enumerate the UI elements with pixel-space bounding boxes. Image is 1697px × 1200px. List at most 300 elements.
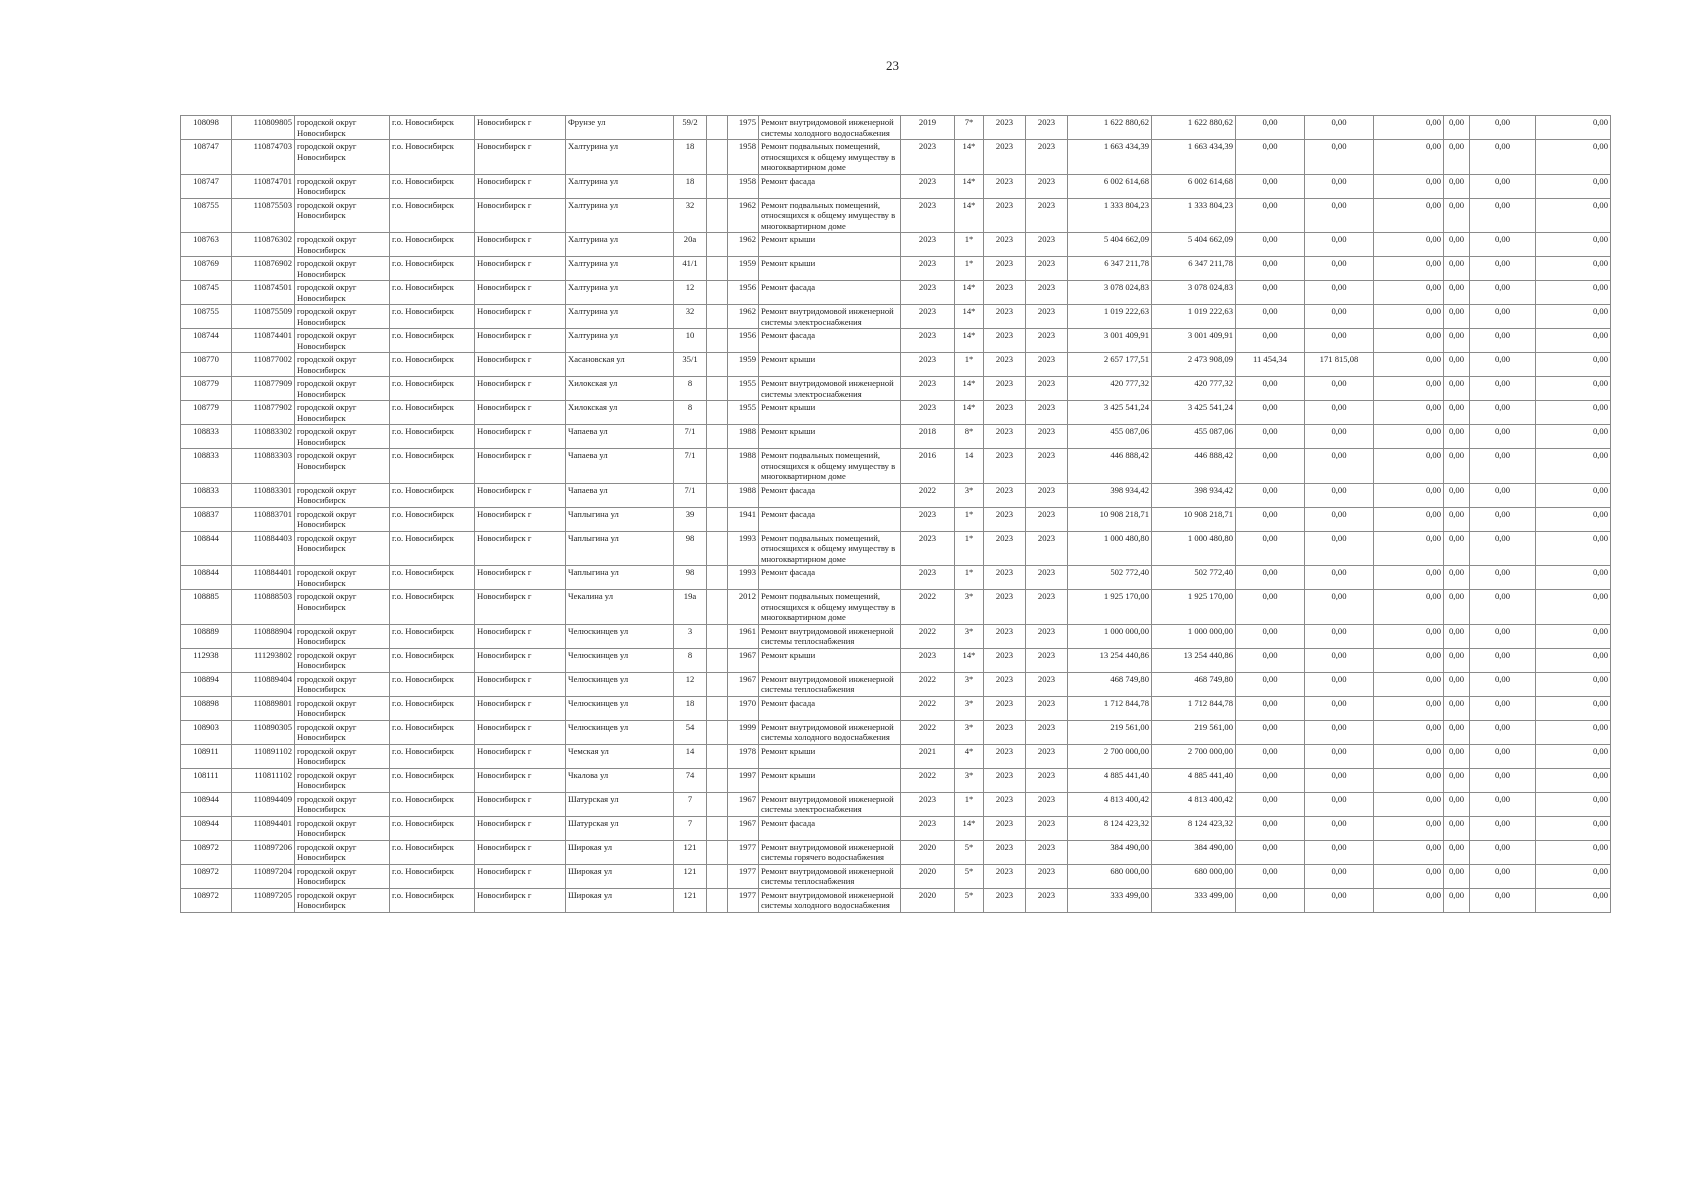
cell-federal-funds: 0,00 [1236, 624, 1305, 648]
cell-budget-funds: 0,00 [1305, 425, 1374, 449]
cell-city: Новосибирск г [475, 888, 566, 912]
cell-local-funds: 0,00 [1374, 720, 1444, 744]
cell-year-built: 1970 [728, 696, 759, 720]
cell-criteria: 3* [955, 672, 984, 696]
cell-district: г.о. Новосибирск [390, 483, 475, 507]
cell-municipality: городской округ Новосибирск [295, 449, 390, 484]
cell-criteria: 5* [955, 840, 984, 864]
cell-federal-funds: 0,00 [1236, 281, 1305, 305]
cell-plan-year-start: 2023 [984, 140, 1026, 175]
cell-federal-funds: 0,00 [1236, 720, 1305, 744]
cell-federal-funds: 0,00 [1236, 198, 1305, 233]
cell-owners-funds: 0,00 [1470, 329, 1536, 353]
cell-criteria: 14* [955, 140, 984, 175]
cell-work-id: 110888904 [232, 624, 295, 648]
cell-house-id: 108755 [181, 305, 232, 329]
cell-plan-year-end: 2023 [1026, 425, 1068, 449]
cell-plan-year-start: 2023 [984, 816, 1026, 840]
cell-plan-year-end: 2023 [1026, 720, 1068, 744]
cell-street: Челюскинцев ул [566, 720, 674, 744]
cell-budget-funds: 0,00 [1305, 198, 1374, 233]
cell-house-number: 59/2 [674, 116, 707, 140]
cell-owners-funds: 0,00 [1470, 353, 1536, 377]
cell-municipality: городской округ Новосибирск [295, 116, 390, 140]
cell-house-id: 108972 [181, 888, 232, 912]
cell-municipality: городской округ Новосибирск [295, 401, 390, 425]
cell-plan-year-start: 2023 [984, 257, 1026, 281]
cell-extra-col: 0,00 [1444, 233, 1470, 257]
cell-house-id: 108944 [181, 816, 232, 840]
cell-district: г.о. Новосибирск [390, 648, 475, 672]
cell-work-type: Ремонт внутридомовой инженерной системы теплоснабжения [759, 864, 901, 888]
cell-last-repair-year: 2023 [901, 531, 955, 566]
cell-plan-year-end: 2023 [1026, 353, 1068, 377]
cell-municipality: городской округ Новосибирск [295, 257, 390, 281]
cell-criteria: 3* [955, 483, 984, 507]
cell-house-id: 108770 [181, 353, 232, 377]
cell-year-built: 1977 [728, 840, 759, 864]
cell-plan-year-start: 2023 [984, 696, 1026, 720]
cell-budget-funds: 0,00 [1305, 696, 1374, 720]
cell-city: Новосибирск г [475, 624, 566, 648]
cell-street: Чекалина ул [566, 590, 674, 625]
cell-plan-year-end: 2023 [1026, 377, 1068, 401]
cell-street: Халтурина ул [566, 140, 674, 175]
cell-work-id: 110888503 [232, 590, 295, 625]
cell-building [707, 257, 728, 281]
cell-plan-year-start: 2023 [984, 198, 1026, 233]
cell-local-funds: 0,00 [1374, 888, 1444, 912]
cell-district: г.о. Новосибирск [390, 816, 475, 840]
cell-building [707, 305, 728, 329]
cell-work-type: Ремонт крыши [759, 233, 901, 257]
table-row [181, 624, 1611, 648]
cell-street: Халтурина ул [566, 174, 674, 198]
cell-regional-fund: 455 087,06 [1152, 425, 1236, 449]
cell-regional-fund: 1 622 880,62 [1152, 116, 1236, 140]
cell-work-id: 110897206 [232, 840, 295, 864]
cell-district: г.о. Новосибирск [390, 425, 475, 449]
cell-building [707, 888, 728, 912]
cell-local-funds: 0,00 [1374, 140, 1444, 175]
cell-local-funds: 0,00 [1374, 377, 1444, 401]
cell-extra-col: 0,00 [1444, 281, 1470, 305]
cell-last-repair-year: 2023 [901, 233, 955, 257]
cell-other-funds: 0,00 [1536, 140, 1611, 175]
cell-other-funds: 0,00 [1536, 888, 1611, 912]
table-row [181, 864, 1611, 888]
cell-budget-funds: 0,00 [1305, 174, 1374, 198]
cell-local-funds: 0,00 [1374, 840, 1444, 864]
cell-plan-year-start: 2023 [984, 590, 1026, 625]
cell-federal-funds: 0,00 [1236, 257, 1305, 281]
cell-plan-year-start: 2023 [984, 840, 1026, 864]
cell-federal-funds: 0,00 [1236, 840, 1305, 864]
cell-criteria: 14* [955, 648, 984, 672]
cell-budget-funds: 0,00 [1305, 329, 1374, 353]
cell-local-funds: 0,00 [1374, 507, 1444, 531]
cell-extra-col: 0,00 [1444, 720, 1470, 744]
cell-extra-col: 0,00 [1444, 425, 1470, 449]
cell-criteria: 7* [955, 116, 984, 140]
cell-extra-col: 0,00 [1444, 449, 1470, 484]
cell-local-funds: 0,00 [1374, 590, 1444, 625]
cell-work-type: Ремонт подвальных помещений, относящихся к общему имуществу в многоквартирном доме [759, 449, 901, 484]
cell-building [707, 449, 728, 484]
cell-criteria: 8* [955, 425, 984, 449]
cell-last-repair-year: 2020 [901, 864, 955, 888]
cell-last-repair-year: 2023 [901, 353, 955, 377]
cell-federal-funds: 0,00 [1236, 792, 1305, 816]
cell-district: г.о. Новосибирск [390, 624, 475, 648]
cell-work-type: Ремонт крыши [759, 401, 901, 425]
cell-plan-year-start: 2023 [984, 566, 1026, 590]
cell-other-funds: 0,00 [1536, 377, 1611, 401]
cell-work-id: 110876902 [232, 257, 295, 281]
cell-house-id: 108769 [181, 257, 232, 281]
cell-district: г.о. Новосибирск [390, 449, 475, 484]
cell-plan-year-end: 2023 [1026, 864, 1068, 888]
cell-budget-funds: 0,00 [1305, 648, 1374, 672]
table-row [181, 174, 1611, 198]
cell-other-funds: 0,00 [1536, 696, 1611, 720]
cell-last-repair-year: 2023 [901, 792, 955, 816]
cell-district: г.о. Новосибирск [390, 507, 475, 531]
cell-federal-funds: 0,00 [1236, 140, 1305, 175]
cell-building [707, 696, 728, 720]
cell-other-funds: 0,00 [1536, 840, 1611, 864]
cell-house-id: 108844 [181, 566, 232, 590]
cell-other-funds: 0,00 [1536, 768, 1611, 792]
cell-regional-fund: 5 404 662,09 [1152, 233, 1236, 257]
cell-district: г.о. Новосибирск [390, 590, 475, 625]
cell-municipality: городской округ Новосибирск [295, 720, 390, 744]
cell-local-funds: 0,00 [1374, 233, 1444, 257]
cell-budget-funds: 0,00 [1305, 483, 1374, 507]
cell-house-id: 108755 [181, 198, 232, 233]
cell-work-id: 110897205 [232, 888, 295, 912]
cell-plan-year-end: 2023 [1026, 198, 1068, 233]
cell-district: г.о. Новосибирск [390, 233, 475, 257]
cell-city: Новосибирск г [475, 744, 566, 768]
cell-year-built: 1958 [728, 140, 759, 175]
cell-city: Новосибирск г [475, 377, 566, 401]
cell-plan-year-start: 2023 [984, 377, 1026, 401]
cell-house-number: 32 [674, 198, 707, 233]
cell-work-id: 111293802 [232, 648, 295, 672]
cell-house-id: 108889 [181, 624, 232, 648]
cell-municipality: городской округ Новосибирск [295, 816, 390, 840]
cell-house-id: 108972 [181, 864, 232, 888]
cell-extra-col: 0,00 [1444, 329, 1470, 353]
cell-house-number: 39 [674, 507, 707, 531]
table-row [181, 590, 1611, 625]
cell-year-built: 1988 [728, 483, 759, 507]
cell-plan-year-start: 2023 [984, 233, 1026, 257]
cell-house-id: 108098 [181, 116, 232, 140]
cell-house-number: 14 [674, 744, 707, 768]
cell-regional-fund: 3 078 024,83 [1152, 281, 1236, 305]
cell-local-funds: 0,00 [1374, 566, 1444, 590]
cell-local-funds: 0,00 [1374, 816, 1444, 840]
cell-other-funds: 0,00 [1536, 329, 1611, 353]
cell-house-number: 74 [674, 768, 707, 792]
cell-owners-funds: 0,00 [1470, 257, 1536, 281]
cell-work-type: Ремонт фасада [759, 507, 901, 531]
cell-owners-funds: 0,00 [1470, 720, 1536, 744]
cell-regional-fund: 219 561,00 [1152, 720, 1236, 744]
cell-criteria: 14* [955, 174, 984, 198]
cell-city: Новосибирск г [475, 281, 566, 305]
cell-city: Новосибирск г [475, 672, 566, 696]
cell-plan-year-end: 2023 [1026, 624, 1068, 648]
cell-district: г.о. Новосибирск [390, 672, 475, 696]
cell-building [707, 401, 728, 425]
cell-federal-funds: 0,00 [1236, 377, 1305, 401]
cell-federal-funds: 0,00 [1236, 305, 1305, 329]
cell-total-cost: 420 777,32 [1068, 377, 1152, 401]
cell-house-id: 108747 [181, 140, 232, 175]
cell-plan-year-start: 2023 [984, 449, 1026, 484]
cell-house-id: 108745 [181, 281, 232, 305]
cell-year-built: 1955 [728, 377, 759, 401]
cell-district: г.о. Новосибирск [390, 401, 475, 425]
table-row [181, 329, 1611, 353]
cell-federal-funds: 0,00 [1236, 401, 1305, 425]
cell-local-funds: 0,00 [1374, 305, 1444, 329]
cell-street: Шатурская ул [566, 792, 674, 816]
table-row [181, 840, 1611, 864]
cell-year-built: 1967 [728, 672, 759, 696]
cell-building [707, 744, 728, 768]
cell-federal-funds: 0,00 [1236, 566, 1305, 590]
cell-building [707, 281, 728, 305]
cell-local-funds: 0,00 [1374, 257, 1444, 281]
cell-work-type: Ремонт внутридомовой инженерной системы теплоснабжения [759, 672, 901, 696]
cell-year-built: 1997 [728, 768, 759, 792]
cell-district: г.о. Новосибирск [390, 353, 475, 377]
cell-regional-fund: 6 002 614,68 [1152, 174, 1236, 198]
cell-local-funds: 0,00 [1374, 281, 1444, 305]
cell-street: Халтурина ул [566, 198, 674, 233]
cell-extra-col: 0,00 [1444, 140, 1470, 175]
cell-work-id: 110811102 [232, 768, 295, 792]
cell-house-id: 108779 [181, 401, 232, 425]
cell-year-built: 1962 [728, 305, 759, 329]
cell-total-cost: 333 499,00 [1068, 888, 1152, 912]
cell-work-type: Ремонт внутридомовой инженерной системы холодного водоснабжения [759, 720, 901, 744]
cell-work-id: 110874703 [232, 140, 295, 175]
cell-criteria: 14* [955, 329, 984, 353]
cell-work-id: 110876302 [232, 233, 295, 257]
table-row [181, 507, 1611, 531]
cell-district: г.о. Новосибирск [390, 281, 475, 305]
cell-city: Новосибирск г [475, 720, 566, 744]
cell-federal-funds: 0,00 [1236, 449, 1305, 484]
cell-district: г.о. Новосибирск [390, 566, 475, 590]
cell-street: Халтурина ул [566, 233, 674, 257]
cell-local-funds: 0,00 [1374, 425, 1444, 449]
cell-street: Челюскинцев ул [566, 696, 674, 720]
cell-other-funds: 0,00 [1536, 672, 1611, 696]
cell-house-id: 108944 [181, 792, 232, 816]
cell-budget-funds: 0,00 [1305, 864, 1374, 888]
cell-plan-year-start: 2023 [984, 174, 1026, 198]
cell-total-cost: 680 000,00 [1068, 864, 1152, 888]
cell-other-funds: 0,00 [1536, 425, 1611, 449]
cell-city: Новосибирск г [475, 483, 566, 507]
cell-building [707, 483, 728, 507]
cell-other-funds: 0,00 [1536, 116, 1611, 140]
cell-extra-col: 0,00 [1444, 744, 1470, 768]
cell-house-number: 98 [674, 566, 707, 590]
cell-house-number: 18 [674, 174, 707, 198]
cell-regional-fund: 446 888,42 [1152, 449, 1236, 484]
cell-owners-funds: 0,00 [1470, 281, 1536, 305]
cell-work-id: 110883701 [232, 507, 295, 531]
cell-other-funds: 0,00 [1536, 590, 1611, 625]
cell-year-built: 1958 [728, 174, 759, 198]
cell-local-funds: 0,00 [1374, 648, 1444, 672]
cell-municipality: городской округ Новосибирск [295, 233, 390, 257]
cell-city: Новосибирск г [475, 531, 566, 566]
cell-district: г.о. Новосибирск [390, 696, 475, 720]
cell-house-number: 121 [674, 888, 707, 912]
cell-year-built: 2012 [728, 590, 759, 625]
cell-building [707, 672, 728, 696]
cell-work-type: Ремонт внутридомовой инженерной системы электроснабжения [759, 792, 901, 816]
cell-extra-col: 0,00 [1444, 648, 1470, 672]
cell-criteria: 4* [955, 744, 984, 768]
cell-building [707, 840, 728, 864]
cell-house-number: 18 [674, 140, 707, 175]
cell-plan-year-end: 2023 [1026, 140, 1068, 175]
cell-local-funds: 0,00 [1374, 768, 1444, 792]
cell-city: Новосибирск г [475, 401, 566, 425]
cell-plan-year-start: 2023 [984, 329, 1026, 353]
cell-city: Новосибирск г [475, 198, 566, 233]
cell-extra-col: 0,00 [1444, 672, 1470, 696]
cell-year-built: 1941 [728, 507, 759, 531]
cell-local-funds: 0,00 [1374, 174, 1444, 198]
cell-city: Новосибирск г [475, 116, 566, 140]
cell-work-id: 110884403 [232, 531, 295, 566]
cell-year-built: 1977 [728, 888, 759, 912]
cell-federal-funds: 0,00 [1236, 888, 1305, 912]
cell-federal-funds: 0,00 [1236, 648, 1305, 672]
cell-plan-year-end: 2023 [1026, 531, 1068, 566]
cell-budget-funds: 0,00 [1305, 566, 1374, 590]
cell-year-built: 1962 [728, 233, 759, 257]
cell-budget-funds: 0,00 [1305, 140, 1374, 175]
cell-street: Челюскинцев ул [566, 648, 674, 672]
cell-extra-col: 0,00 [1444, 353, 1470, 377]
cell-street: Фрунзе ул [566, 116, 674, 140]
cell-building [707, 329, 728, 353]
cell-year-built: 1956 [728, 329, 759, 353]
cell-owners-funds: 0,00 [1470, 425, 1536, 449]
cell-work-id: 110891102 [232, 744, 295, 768]
cell-work-id: 110894401 [232, 816, 295, 840]
cell-street: Широкая ул [566, 840, 674, 864]
table-row [181, 648, 1611, 672]
cell-house-id: 108898 [181, 696, 232, 720]
cell-house-id: 108833 [181, 483, 232, 507]
cell-house-id: 108747 [181, 174, 232, 198]
repair-program-table [180, 115, 1610, 913]
cell-street: Чкалова ул [566, 768, 674, 792]
cell-regional-fund: 680 000,00 [1152, 864, 1236, 888]
cell-local-funds: 0,00 [1374, 329, 1444, 353]
table-row [181, 696, 1611, 720]
cell-owners-funds: 0,00 [1470, 768, 1536, 792]
cell-extra-col: 0,00 [1444, 888, 1470, 912]
cell-work-id: 110889404 [232, 672, 295, 696]
cell-regional-fund: 1 000 000,00 [1152, 624, 1236, 648]
cell-building [707, 233, 728, 257]
table-row [181, 233, 1611, 257]
cell-regional-fund: 10 908 218,71 [1152, 507, 1236, 531]
cell-other-funds: 0,00 [1536, 174, 1611, 198]
cell-last-repair-year: 2023 [901, 174, 955, 198]
cell-street: Широкая ул [566, 864, 674, 888]
cell-work-id: 110877902 [232, 401, 295, 425]
cell-regional-fund: 1 000 480,80 [1152, 531, 1236, 566]
cell-owners-funds: 0,00 [1470, 531, 1536, 566]
table-row [181, 566, 1611, 590]
cell-house-number: 35/1 [674, 353, 707, 377]
cell-plan-year-end: 2023 [1026, 116, 1068, 140]
cell-other-funds: 0,00 [1536, 305, 1611, 329]
cell-budget-funds: 0,00 [1305, 590, 1374, 625]
cell-extra-col: 0,00 [1444, 590, 1470, 625]
cell-plan-year-start: 2023 [984, 792, 1026, 816]
cell-federal-funds: 0,00 [1236, 590, 1305, 625]
cell-other-funds: 0,00 [1536, 720, 1611, 744]
cell-house-number: 7/1 [674, 425, 707, 449]
cell-district: г.о. Новосибирск [390, 377, 475, 401]
cell-federal-funds: 0,00 [1236, 425, 1305, 449]
cell-municipality: городской округ Новосибирск [295, 281, 390, 305]
cell-budget-funds: 0,00 [1305, 401, 1374, 425]
cell-house-id: 112938 [181, 648, 232, 672]
cell-other-funds: 0,00 [1536, 233, 1611, 257]
cell-local-funds: 0,00 [1374, 483, 1444, 507]
cell-year-built: 1988 [728, 449, 759, 484]
cell-work-id: 110897204 [232, 864, 295, 888]
cell-extra-col: 0,00 [1444, 116, 1470, 140]
cell-plan-year-end: 2023 [1026, 174, 1068, 198]
cell-plan-year-end: 2023 [1026, 816, 1068, 840]
cell-house-id: 108894 [181, 672, 232, 696]
cell-city: Новосибирск г [475, 696, 566, 720]
cell-street: Халтурина ул [566, 281, 674, 305]
cell-municipality: городской округ Новосибирск [295, 425, 390, 449]
cell-street: Чапаева ул [566, 449, 674, 484]
table-row [181, 305, 1611, 329]
cell-municipality: городской округ Новосибирск [295, 140, 390, 175]
cell-total-cost: 3 425 541,24 [1068, 401, 1152, 425]
cell-district: г.о. Новосибирск [390, 792, 475, 816]
cell-street: Чаплыгина ул [566, 531, 674, 566]
cell-year-built: 1961 [728, 624, 759, 648]
cell-criteria: 5* [955, 864, 984, 888]
cell-house-number: 7/1 [674, 449, 707, 484]
cell-criteria: 3* [955, 590, 984, 625]
cell-city: Новосибирск г [475, 648, 566, 672]
cell-municipality: городской округ Новосибирск [295, 507, 390, 531]
cell-municipality: городской округ Новосибирск [295, 483, 390, 507]
